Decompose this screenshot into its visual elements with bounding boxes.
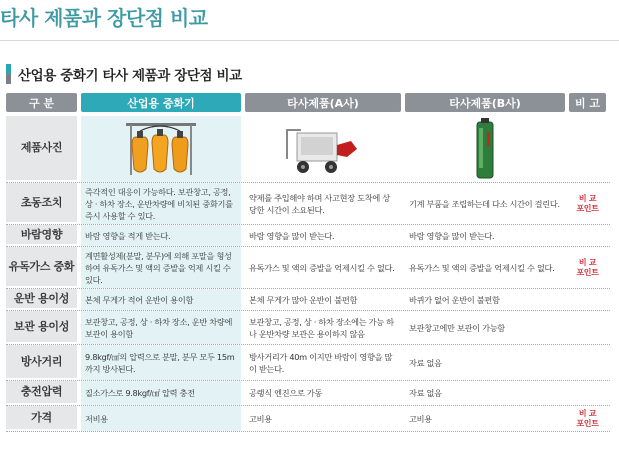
row-label: 방사거리	[6, 345, 77, 380]
cell-competitor-b: 바람 영향을 많이 받는다.	[409, 230, 495, 241]
cell-competitor-a: 약제를 주입해야 하며 사고현장 도착에 상당한 시간이 소요된다.	[249, 192, 390, 215]
table-row	[6, 183, 610, 225]
cell-competitor-a: 유독가스 및 액의 증발을 억제시킬 수 없다.	[249, 262, 395, 273]
table-row	[6, 311, 610, 345]
cell-competitor-a: 공랭식 엔진으로 가동	[249, 388, 323, 398]
cell-competitor-b: 기계 부품을 조립하는데 다소 시간이 걸린다.	[409, 198, 560, 209]
cell-ours: 즉각적인 대응이 가능하다. 보관창고, 공정, 상 · 하차 장소, 운반차량에 비치된 중화기를 즉시 사용할 수 있다.	[81, 183, 241, 224]
section-title: 산업용 중화기 타사 제품과 장단점 비교	[18, 68, 242, 84]
header-note: 비 고	[569, 93, 606, 112]
table-row	[6, 289, 610, 311]
neutralizer-tanks-photo-icon	[116, 119, 206, 179]
table-header	[6, 93, 610, 112]
cart-sprayer-photo-icon	[281, 119, 365, 179]
row-label: 유독가스 중화	[6, 247, 77, 288]
row-note	[569, 311, 606, 344]
section-marker-icon	[6, 64, 11, 84]
cell-competitor-a: 본체 무게가 많아 운반이 불편함	[249, 294, 358, 305]
table-row	[6, 225, 610, 247]
table-row	[6, 247, 610, 289]
row-label: 초동조치	[6, 183, 77, 224]
row-label: 가격	[6, 406, 77, 431]
section-heading	[6, 64, 242, 84]
cell-ours: 저비용	[81, 406, 241, 431]
green-cylinder-photo-icon	[465, 118, 505, 180]
table-row	[6, 406, 610, 432]
cell-competitor-a: 바람 영향을 많이 받는다.	[249, 230, 335, 241]
header-competitor-a: 타사제품(A사)	[245, 93, 401, 112]
cell-competitor-a: 보관창고, 공정, 상 · 하차 장소에는 가능 하나 운반차량 보관은 용이하지 않음	[249, 316, 394, 339]
header-competitor-b: 타사제품(B사)	[405, 93, 565, 112]
cell-competitor-b: 바퀴가 없어 운반이 불편함	[409, 294, 500, 305]
comparison-point-badge: 비 교 포인트	[576, 193, 599, 213]
row-label: 보관 용이성	[6, 311, 77, 344]
cell-competitor-b: 보관창고에만 보관이 가능함	[409, 322, 505, 333]
cell-ours: 본체 무게가 적어 운반이 용이함	[81, 289, 241, 310]
title-divider	[0, 40, 619, 41]
cell-ours: 질소가스로 9.8kgf/㎠ 압력 충전	[81, 381, 241, 405]
row-note	[569, 289, 606, 310]
cell-competitor-a: 방사거리가 40m 이지만 바람이 영향을 많이 받는다.	[249, 351, 393, 374]
cell-competitor-b: 고비용	[409, 413, 432, 424]
row-label: 바람영향	[6, 225, 77, 246]
cell-competitor-b: 유독가스 및 액의 증발을 억제시킬 수 없다.	[409, 262, 555, 273]
product-photo-ours	[81, 116, 241, 182]
row-note	[569, 381, 606, 405]
cell-competitor-b: 자료 없음	[409, 388, 442, 398]
cell-ours: 보관창고, 공정, 상 · 하차 장소, 운반 차량에 보관이 용이함	[81, 311, 241, 344]
product-photo-competitor-b	[405, 116, 565, 182]
row-label: 충전압력	[6, 381, 77, 405]
comparison-table	[6, 93, 610, 432]
cell-competitor-b: 자료 없음	[409, 357, 442, 368]
table-row	[6, 345, 610, 381]
row-label: 운반 용이성	[6, 289, 77, 310]
table-row	[6, 116, 610, 183]
row-label: 제품사진	[6, 116, 77, 182]
page-title: 타사 제품과 장단점 비교	[0, 6, 208, 30]
comparison-point-badge: 비 교 포인트	[576, 408, 599, 428]
row-note	[569, 225, 606, 246]
product-photo-competitor-a	[245, 116, 401, 182]
cell-competitor-a: 고비용	[249, 413, 272, 424]
header-label: 구 분	[6, 93, 77, 112]
cell-ours: 바람 영향을 적게 받는다.	[81, 225, 241, 246]
cell-ours: 계면활성제(분말, 분무)에 의해 포말을 형성하여 유독가스 및 액의 증발을 억제 시킬 수 있다.	[81, 247, 241, 288]
row-note	[569, 116, 606, 182]
comparison-point-badge: 비 교 포인트	[576, 257, 599, 277]
table-row	[6, 381, 610, 406]
cell-ours: 9.8kgf/㎠의 압력으로 분말, 분무 모두 15m까지 방사된다.	[81, 345, 241, 380]
header-ours: 산업용 중화기	[81, 93, 241, 112]
row-note	[569, 345, 606, 380]
